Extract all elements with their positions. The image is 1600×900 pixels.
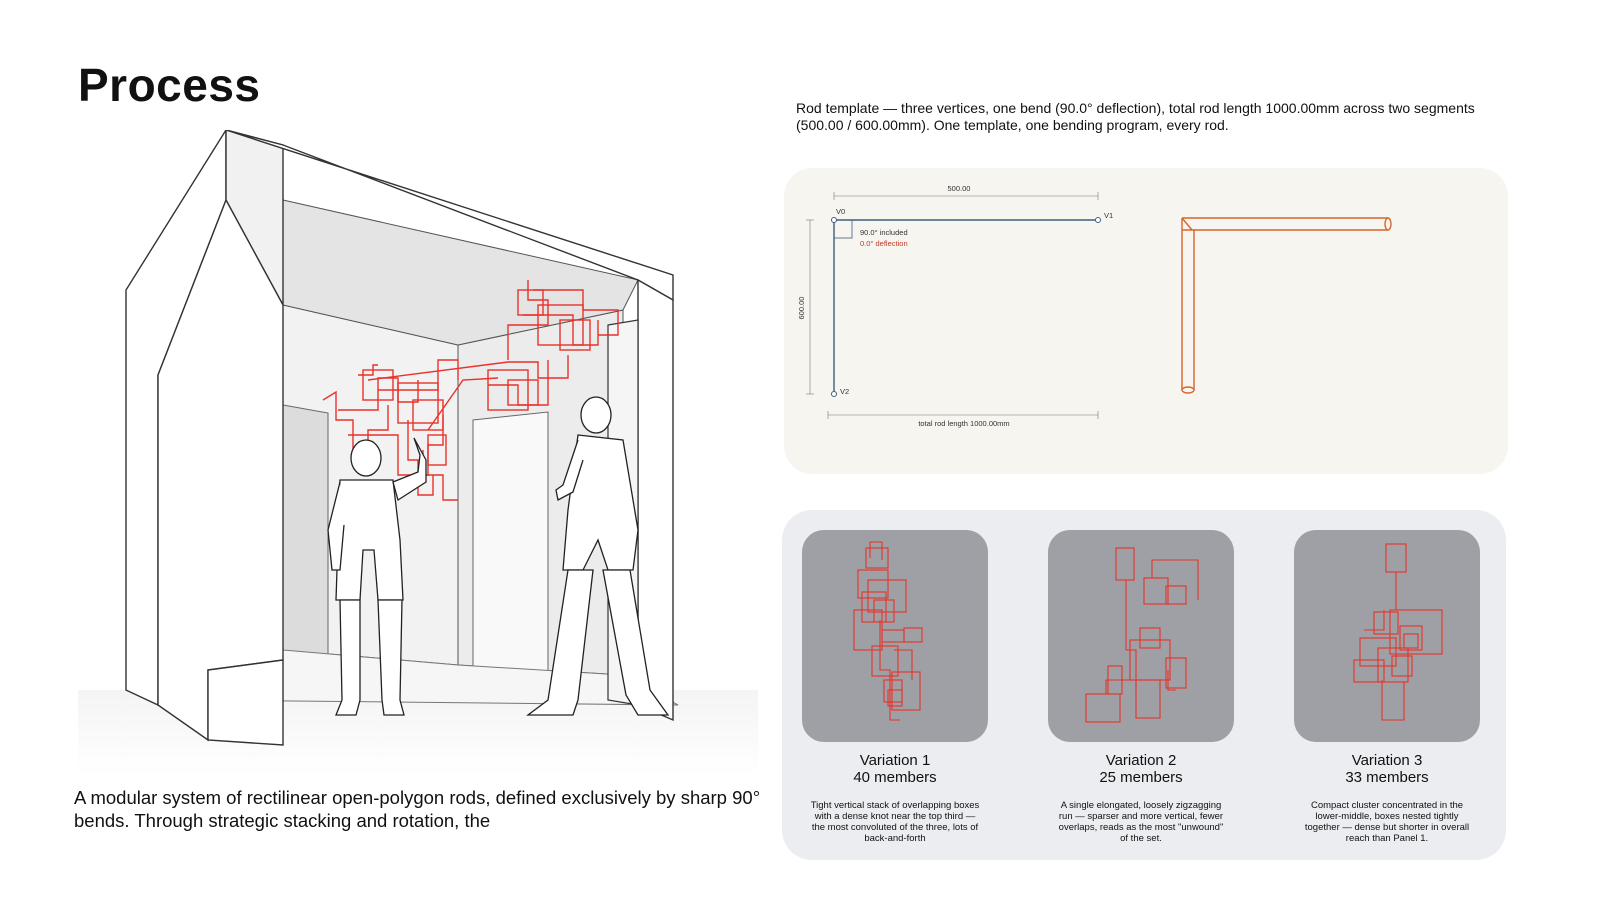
variation-2-thumbnail	[1048, 530, 1234, 742]
description-caption: A modular system of rectilinear open-polygon rods, defined exclusively by sharp 90° bends. Through strategic stacking and rotation, the	[74, 787, 761, 831]
dim-total-label: total rod length 1000.00mm	[918, 419, 1010, 428]
vertex-v0-label: V0	[836, 207, 846, 216]
dim-top-label: 500.00	[947, 184, 971, 193]
page-title: Process	[78, 59, 261, 111]
vertex-v1-label: V1	[1104, 211, 1114, 220]
dim-side-label: 600.00	[797, 296, 806, 320]
variation-1-count: 40 members	[853, 769, 937, 786]
vertex-v2-label: V2	[840, 387, 850, 396]
template-description: Rod template — three vertices, one bend (90.0° deflection), total rod length 1000.00mm across two segments (500.00 / 600.00mm). One template, one bending program, every rod.	[796, 100, 1475, 133]
pavilion-illustration	[78, 130, 758, 775]
variation-1-description: Tight vertical stack of overlapping boxes with a dense knot near the top third — the most convoluted of the three, lots of back-and-forth	[810, 800, 980, 844]
angle-deflection-label: 0.0° deflection	[860, 239, 908, 248]
angle-included-label: 90.0° included	[860, 228, 908, 237]
rod-template-panel	[784, 168, 1508, 474]
variations-panel	[782, 510, 1506, 860]
variation-2-title: Variation 2	[1105, 752, 1177, 769]
variation-2-count: 25 members	[1099, 769, 1183, 786]
variation-3-description: Compact cluster concentrated in the lower-middle, boxes nested tightly together — dense but shorter in overall reach than Panel 1.	[1304, 800, 1470, 844]
variation-3-title: Variation 3	[1351, 752, 1423, 769]
variation-card-2	[1048, 530, 1234, 844]
variation-1-thumbnail	[802, 530, 988, 742]
variation-card-3	[1294, 530, 1480, 844]
variation-3-count: 33 members	[1345, 769, 1429, 786]
variation-1-title: Variation 1	[859, 752, 931, 769]
variation-card-1	[802, 530, 988, 844]
variation-3-thumbnail	[1294, 530, 1480, 742]
variation-2-description: A single elongated, loosely zigzagging run — sparser and more vertical, fewer overlaps, reads as the most "unwound" of the set.	[1058, 800, 1224, 844]
rod-3d-render	[1182, 218, 1391, 393]
